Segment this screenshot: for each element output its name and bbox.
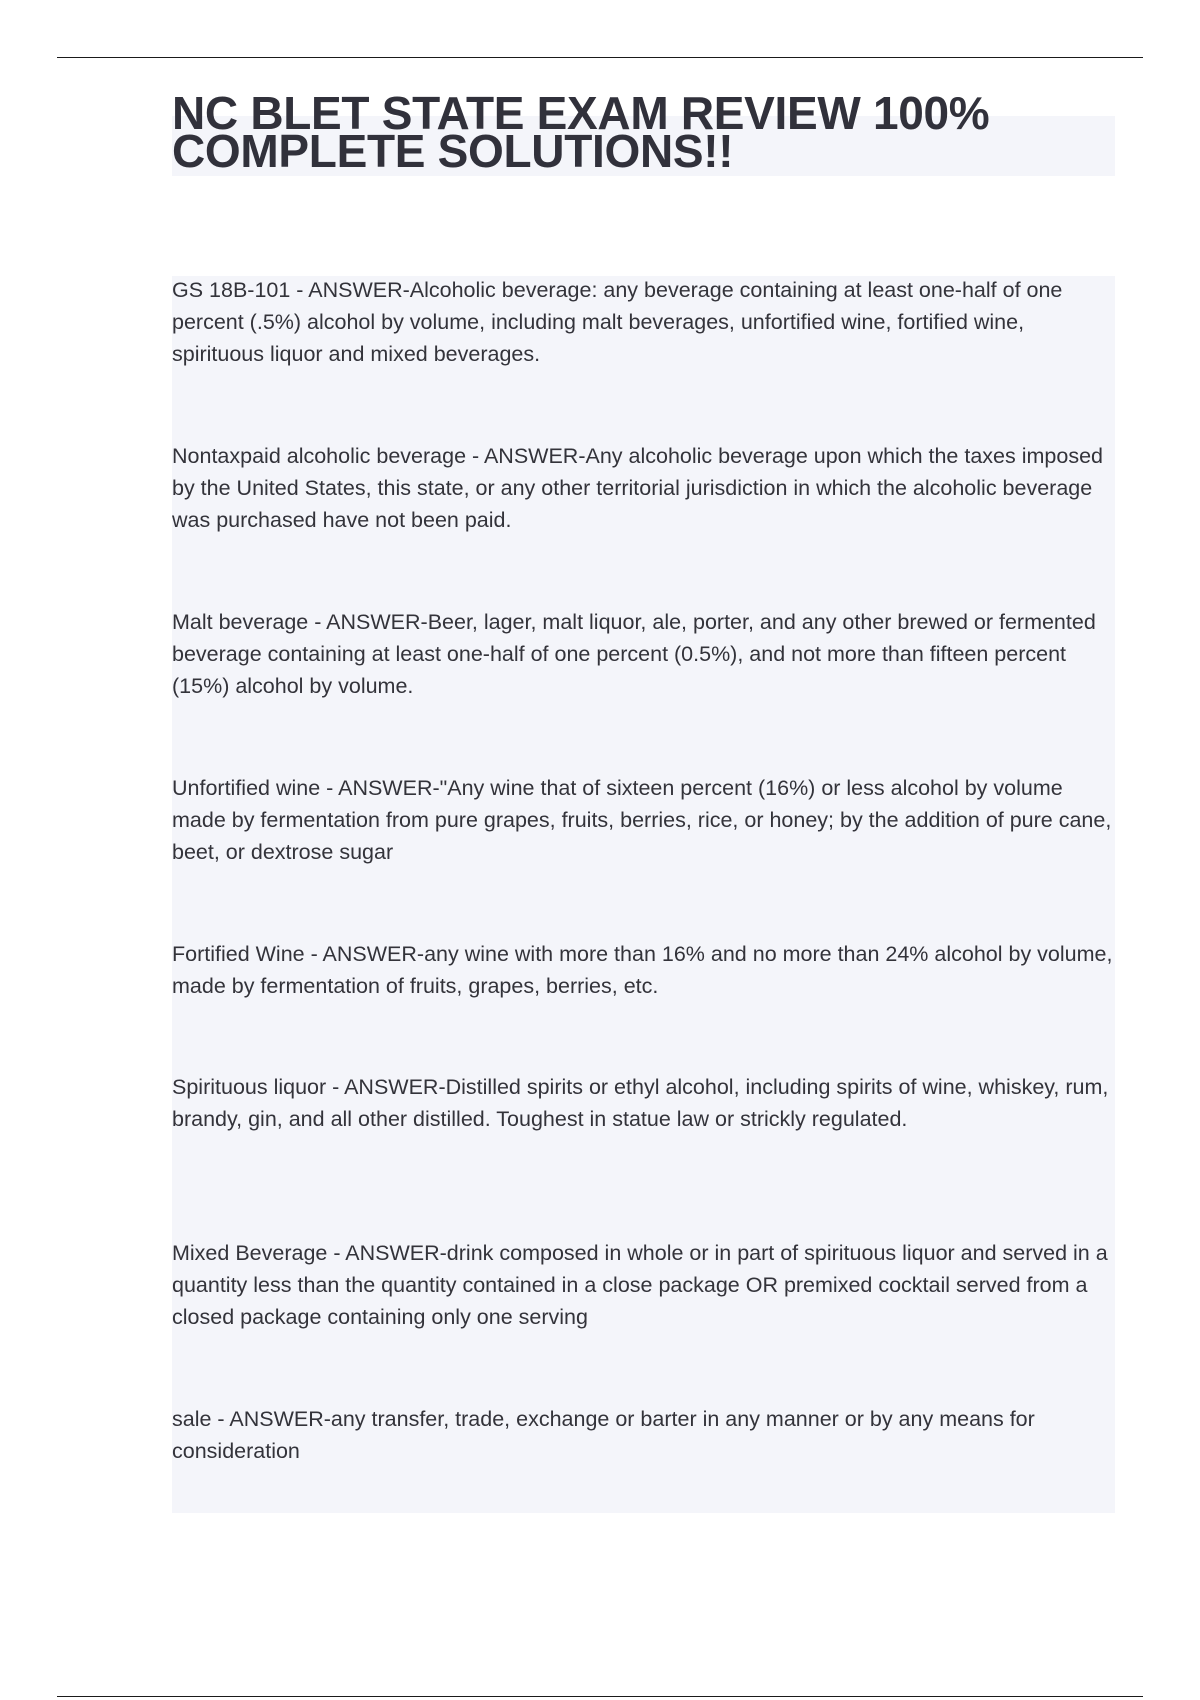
qa-entry-spirituous-liquor: Spirituous liquor - ANSWER-Distilled spirits or ethyl alcohol, including spirits of wine, whiskey, rum, brandy, gin, and all other distilled. Toughest in statue law or strickly regulated.	[172, 1075, 1109, 1131]
qa-entry-nontaxpaid-alcoholic-beverage: Nontaxpaid alcoholic beverage - ANSWER-Any alcoholic beverage upon which the taxes imposed by the United States, this state, or any other territorial jurisdiction in which the alcoholic beverage was purchased have not been paid.	[172, 444, 1103, 532]
qa-entry-unfortified-wine: Unfortified wine - ANSWER-"Any wine that of sixteen percent (16%) or less alcohol by volume made by fermentation from pure grapes, fruits, berries, rice, or honey; by the addition of pure cane, beet, or dextrose sugar	[172, 776, 1112, 864]
qa-entry-malt-beverage: Malt beverage - ANSWER-Beer, lager, malt liquor, ale, porter, and any other brewed or fermented beverage containing at least one-half of one percent (0.5%), and not more than fifteen percent (15%) alcohol by volume.	[172, 610, 1096, 698]
top-rule	[57, 57, 1143, 58]
qa-entry-fortified-wine: Fortified Wine - ANSWER-any wine with more than 16% and no more than 24% alcohol by volume, made by fermentation of fruits, grapes, berries, etc.	[172, 942, 1113, 998]
qa-entry-sale: sale - ANSWER-any transfer, trade, exchange or barter in any manner or by any means for consideration	[172, 1407, 1035, 1463]
qa-entry-gs-18b-101: GS 18B-101 - ANSWER-Alcoholic beverage: any beverage containing at least one-half of one percent (.5%) alcohol by volume, including malt beverages, unfortified wine, fortified wine, spirituous liquor and mixed beverages.	[172, 278, 1063, 366]
bottom-rule	[57, 1696, 1143, 1697]
qa-entry-mixed-beverage: Mixed Beverage - ANSWER-drink composed in whole or in part of spirituous liquor and served in a quantity less than the quantity contained in a close package OR premixed cocktail served from a closed package containing only one serving	[172, 1241, 1108, 1329]
document-title: NC BLET STATE EXAM REVIEW 100% COMPLETE SOLUTIONS!!	[172, 87, 990, 177]
